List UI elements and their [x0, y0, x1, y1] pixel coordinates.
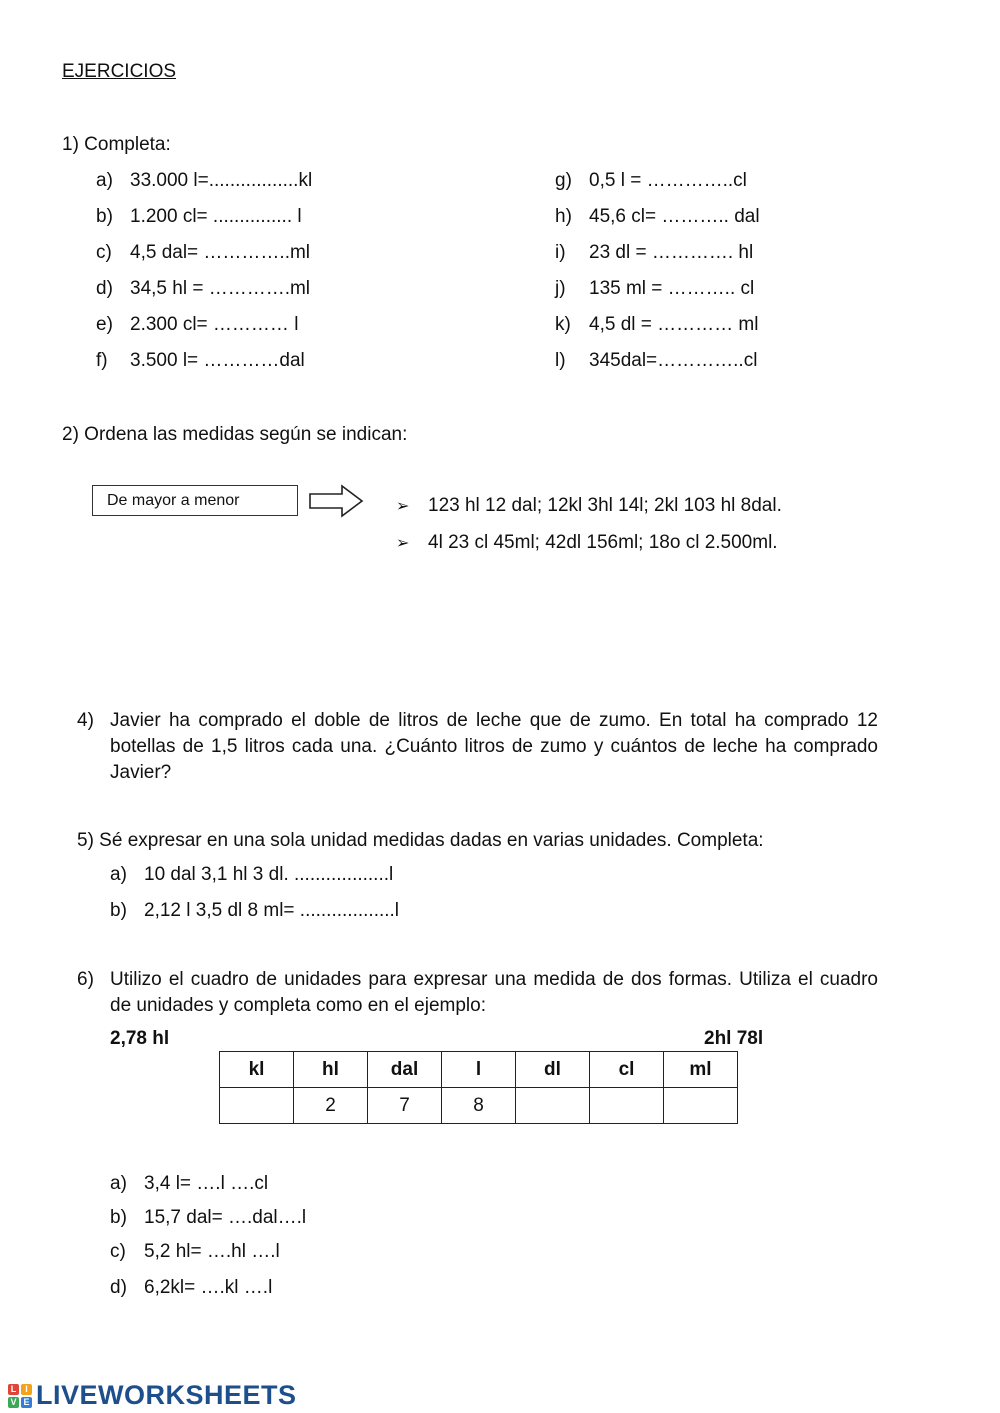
bullet-text: 123 hl 12 dal; 12kl 3hl 14l; 2kl 103 hl 8dal.: [428, 495, 782, 516]
item-text: 0,5 l = …………..cl: [589, 170, 747, 191]
exercise-1-item-d: [96, 278, 310, 300]
logo-letter: E: [21, 1397, 32, 1408]
item-text: 4,5 dal= …………..ml: [130, 242, 311, 263]
page-title: EJERCICIOS: [62, 61, 177, 82]
unit-header: l: [442, 1052, 516, 1088]
logo-mark-icon: [8, 1384, 32, 1408]
item-text: 2.300 cl= ………… l: [130, 314, 299, 335]
liveworksheets-logo[interactable]: [8, 1380, 297, 1411]
item-letter: c): [110, 1241, 126, 1262]
item-text: 345dal=…………..cl: [589, 350, 758, 371]
item-letter: d): [96, 278, 113, 299]
units-value-row: [220, 1088, 738, 1124]
exercise-4-number: 4): [77, 710, 94, 731]
unit-value-cell: 2: [294, 1088, 368, 1124]
bullet-text: 4l 23 cl 45ml; 42dl 156ml; 18o cl 2.500ml.: [428, 532, 778, 553]
logo-letter: I: [21, 1384, 32, 1395]
item-letter: f): [96, 350, 108, 371]
exercise-6-item-c: [110, 1241, 280, 1263]
item-letter: h): [555, 206, 572, 227]
exercise-1-item-k: [555, 314, 758, 336]
unit-value-cell: 8: [442, 1088, 516, 1124]
item-text: 23 dl = …………. hl: [589, 242, 754, 263]
unit-value-cell: [664, 1088, 738, 1124]
bullet-item-2: [396, 532, 778, 554]
exercise-2-label: 2) Ordena las medidas según se indican:: [62, 424, 408, 445]
item-text: 34,5 hl = ………….ml: [130, 278, 311, 299]
item-text: 6,2kl= ….kl ….l: [144, 1277, 273, 1298]
item-letter: l): [555, 350, 566, 371]
exercise-1-item-g: [555, 170, 747, 192]
exercise-6-text: Utilizo el cuadro de unidades para expresar una medida de dos formas. Utiliza el cuadro de unidades y completa como en el ejemplo:: [110, 969, 878, 1016]
exercise-6-item-a: [110, 1173, 268, 1195]
exercise-1-item-b: [96, 206, 302, 228]
logo-letter: L: [8, 1384, 19, 1395]
example-result: 2hl 78l: [704, 1028, 764, 1049]
unit-header: ml: [664, 1052, 738, 1088]
item-letter: i): [555, 242, 566, 263]
exercise-1-item-c: [96, 242, 310, 264]
item-letter: k): [555, 314, 571, 335]
item-letter: c): [96, 242, 112, 263]
exercise-1-label: 1) Completa:: [62, 134, 171, 155]
item-letter: b): [96, 206, 113, 227]
item-letter: j): [555, 278, 566, 299]
unit-value-cell: 7: [368, 1088, 442, 1124]
exercise-5-label: 5) Sé expresar en una sola unidad medidas dadas en varias unidades. Completa:: [77, 830, 764, 851]
exercise-1-item-f: [96, 350, 305, 372]
exercise-1-item-i: [555, 242, 753, 264]
exercise-1-item-e: [96, 314, 298, 336]
exercise-1-item-j: [555, 278, 754, 300]
bullet-item-1: [396, 495, 782, 517]
item-text: 3.500 l= …………dal: [130, 350, 305, 371]
item-letter: g): [555, 170, 572, 191]
item-text: 4,5 dl = ………… ml: [589, 314, 759, 335]
exercise-4-text: Javier ha comprado el doble de litros de leche que de zumo. En total ha comprado 12 botellas de 1,5 litros cada una. ¿Cuánto litros de zumo y cuántos de leche ha comprado Javier?: [110, 710, 878, 783]
item-letter: a): [110, 864, 127, 885]
item-letter: a): [96, 170, 113, 191]
exercise-6-item-b: [110, 1207, 306, 1229]
item-text: 33.000 l=.................kl: [130, 170, 313, 191]
unit-value-cell: [220, 1088, 294, 1124]
item-text: 135 ml = ……….. cl: [589, 278, 755, 299]
unit-header: dl: [516, 1052, 590, 1088]
arrowhead-bullet-icon: ➢: [396, 535, 410, 552]
unit-header: hl: [294, 1052, 368, 1088]
exercise-6-number: 6): [77, 969, 94, 990]
logo-text: LIVEWORKSHEETS: [36, 1380, 297, 1410]
item-letter: e): [96, 314, 113, 335]
item-text: 15,7 dal= ….dal….l: [144, 1207, 307, 1228]
example-measure: 2,78 hl: [110, 1028, 170, 1049]
right-arrow-icon: [308, 484, 364, 523]
item-text: 45,6 cl= ……….. dal: [589, 206, 760, 227]
unit-header: kl: [220, 1052, 294, 1088]
unit-header: dal: [368, 1052, 442, 1088]
item-text: 3,4 l= ….l ….cl: [144, 1173, 269, 1194]
exercise-1-item-h: [555, 206, 760, 228]
units-header-row: [220, 1052, 738, 1088]
unit-value-cell: [590, 1088, 664, 1124]
item-letter: d): [110, 1277, 127, 1298]
item-letter: b): [110, 900, 127, 921]
item-text: 10 dal 3,1 hl 3 dl. ..................l: [144, 864, 394, 885]
units-table: [219, 1051, 738, 1124]
order-direction-box: De mayor a menor: [92, 485, 298, 516]
arrowhead-bullet-icon: ➢: [396, 498, 410, 515]
item-text: 1.200 cl= ............... l: [130, 206, 302, 227]
item-text: 2,12 l 3,5 dl 8 ml= ..................l: [144, 900, 400, 921]
exercise-1-item-a: [96, 170, 312, 192]
item-letter: a): [110, 1173, 127, 1194]
exercise-1-item-l: [555, 350, 757, 372]
exercise-5-item-a: [110, 864, 393, 886]
item-letter: b): [110, 1207, 127, 1228]
logo-letter: V: [8, 1397, 19, 1408]
unit-value-cell: [516, 1088, 590, 1124]
exercise-5-item-b: [110, 900, 399, 922]
exercise-6-item-d: [110, 1277, 272, 1299]
item-text: 5,2 hl= ….hl ….l: [144, 1241, 280, 1262]
unit-header: cl: [590, 1052, 664, 1088]
